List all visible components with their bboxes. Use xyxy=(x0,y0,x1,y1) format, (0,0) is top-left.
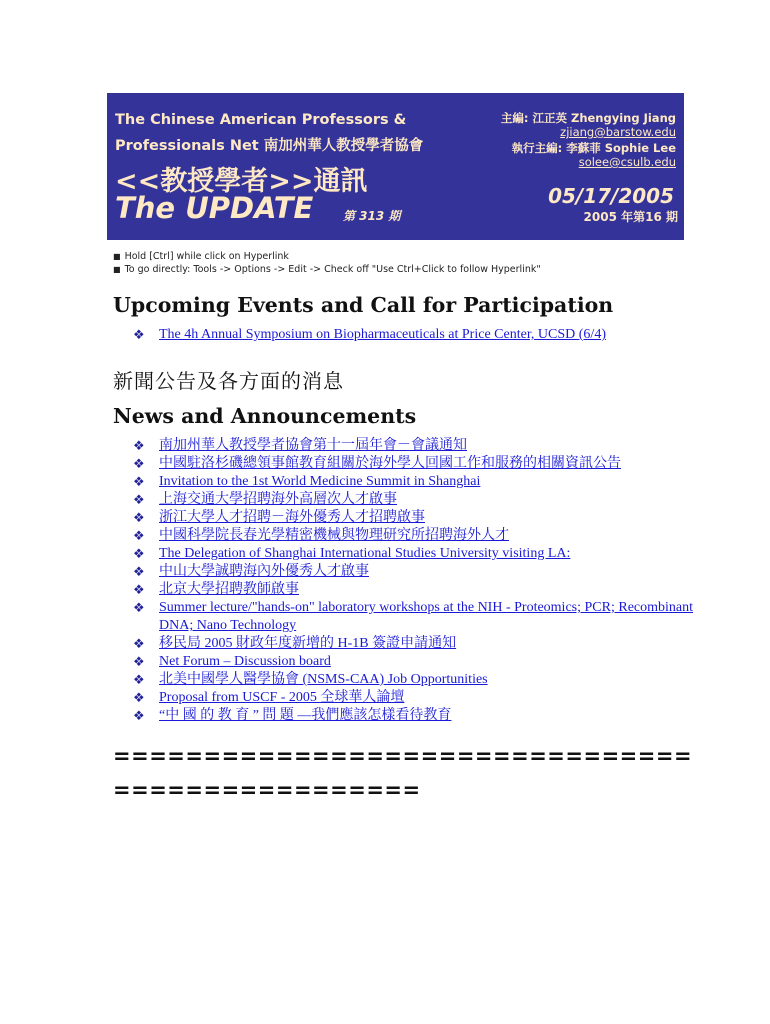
newsletter-title: The UPDATE xyxy=(115,191,314,225)
list-item xyxy=(113,671,699,689)
news-link[interactable]: 北京大學招聘教師啟事 xyxy=(159,582,299,597)
issue-date: 05/17/2005 xyxy=(548,184,674,208)
diamond-bullet-icon: ❖ xyxy=(133,528,145,543)
organization-name-line-1: The Chinese American Professors & xyxy=(115,112,407,128)
list-item xyxy=(113,563,699,581)
diamond-bullet-icon: ❖ xyxy=(133,582,145,597)
news-link[interactable]: 移民局 2005 財政年度新增的 H-1B 簽證申請通知 xyxy=(159,636,457,651)
list-item xyxy=(113,437,699,455)
events-list xyxy=(113,326,699,344)
diamond-bullet-icon: ❖ xyxy=(133,564,145,579)
news-link[interactable]: Invitation to the 1st World Medicine Summit in Shanghai xyxy=(159,474,481,489)
list-item xyxy=(113,509,699,527)
newsletter-chinese-title: <<教授學者>>通訊 xyxy=(115,166,368,197)
news-link[interactable]: 上海交通大學招聘海外高層次人才啟事 xyxy=(159,492,397,507)
diamond-bullet-icon: ❖ xyxy=(133,492,145,507)
assoc-editor-name: 執行主編: 李蘇菲 Sophie Lee xyxy=(511,141,676,155)
list-item xyxy=(113,581,699,599)
diamond-bullet-icon: ❖ xyxy=(133,600,145,615)
diamond-bullet-icon: ❖ xyxy=(133,510,145,525)
news-link[interactable]: “中 國 的 教 育 ” 問 題 —我們應該怎樣看待教育 xyxy=(159,708,452,723)
list-item xyxy=(113,689,699,707)
news-heading: News and Announcements xyxy=(113,404,417,428)
events-heading: Upcoming Events and Call for Participation xyxy=(113,293,614,317)
hint-text-2: To go directly: Tools -> Options -> Edit -> Check off "Use Ctrl+Click to follow Hyperlink" xyxy=(124,264,541,275)
news-list xyxy=(113,437,699,725)
event-link[interactable]: The 4h Annual Symposium on Biopharmaceuticals at Price Center, UCSD (6/4) xyxy=(159,327,606,342)
news-link[interactable]: Summer lecture/"hands-on" laboratory workshops at the NIH - Proteomics; PCR; Recombinant DNA; Nano Technology xyxy=(159,600,694,633)
diamond-bullet-icon: ❖ xyxy=(133,636,145,651)
square-bullet-icon: ■ xyxy=(113,252,121,261)
editor-name: 主編: 江正英 Zhengying Jiang xyxy=(500,111,676,125)
list-item xyxy=(113,707,699,725)
list-item xyxy=(113,326,699,344)
diamond-bullet-icon: ❖ xyxy=(133,708,145,723)
editor-email-link[interactable]: zjiang@barstow.edu xyxy=(560,125,676,139)
diamond-bullet-icon: ❖ xyxy=(133,327,145,342)
volume-number: 2005 年第16 期 xyxy=(583,210,678,224)
list-item xyxy=(113,473,699,491)
diamond-bullet-icon: ❖ xyxy=(133,690,145,705)
diamond-bullet-icon: ❖ xyxy=(133,654,145,669)
hint-line-1 xyxy=(113,251,289,262)
hint-line-2 xyxy=(113,264,541,275)
diamond-bullet-icon: ❖ xyxy=(133,546,145,561)
list-item xyxy=(113,599,699,635)
news-link[interactable]: 浙江大學人才招聘－海外優秀人才招聘啟事 xyxy=(159,510,425,525)
separator-line-1: ================================ xyxy=(113,744,693,768)
newsletter-banner xyxy=(107,93,684,240)
list-item xyxy=(113,653,699,671)
square-bullet-icon: ■ xyxy=(113,265,121,274)
chinese-news-heading: 新聞公告及各方面的消息 xyxy=(113,369,344,393)
organization-name-line-2: Professionals Net 南加州華人教授學者協會 xyxy=(115,138,424,154)
assoc-editor-email-link[interactable]: solee@csulb.edu xyxy=(578,155,676,169)
list-item xyxy=(113,491,699,509)
list-item xyxy=(113,635,699,653)
diamond-bullet-icon: ❖ xyxy=(133,474,145,489)
news-link[interactable]: 中山大學誠聘海內外優秀人才啟事 xyxy=(159,564,369,579)
issue-number: 第 313 期 xyxy=(343,209,401,223)
news-link[interactable]: 中國駐洛杉磯總領事館教育組關於海外學人回國工作和服務的相關資訊公告 xyxy=(159,456,621,471)
news-link[interactable]: The Delegation of Shanghai International Studies University visiting LA: xyxy=(159,546,571,561)
news-link[interactable]: Net Forum – Discussion board xyxy=(159,654,331,669)
list-item xyxy=(113,545,699,563)
diamond-bullet-icon: ❖ xyxy=(133,456,145,471)
diamond-bullet-icon: ❖ xyxy=(133,672,145,687)
news-link[interactable]: Proposal from USCF - 2005 全球華人論壇 xyxy=(159,690,405,705)
separator-line-2: ================= xyxy=(113,778,421,802)
news-link[interactable]: 中國科學院長春光學精密機械與物理研究所招聘海外人才 xyxy=(159,528,509,543)
diamond-bullet-icon: ❖ xyxy=(133,438,145,453)
list-item xyxy=(113,527,699,545)
list-item xyxy=(113,455,699,473)
hint-text-1: Hold [Ctrl] while click on Hyperlink xyxy=(124,251,289,262)
news-link[interactable]: 北美中國學人醫學協會 (NSMS-CAA) Job Opportunities xyxy=(159,672,488,687)
news-link[interactable]: 南加州華人教授學者協會第十一屆年會－會議通知 xyxy=(159,438,467,453)
